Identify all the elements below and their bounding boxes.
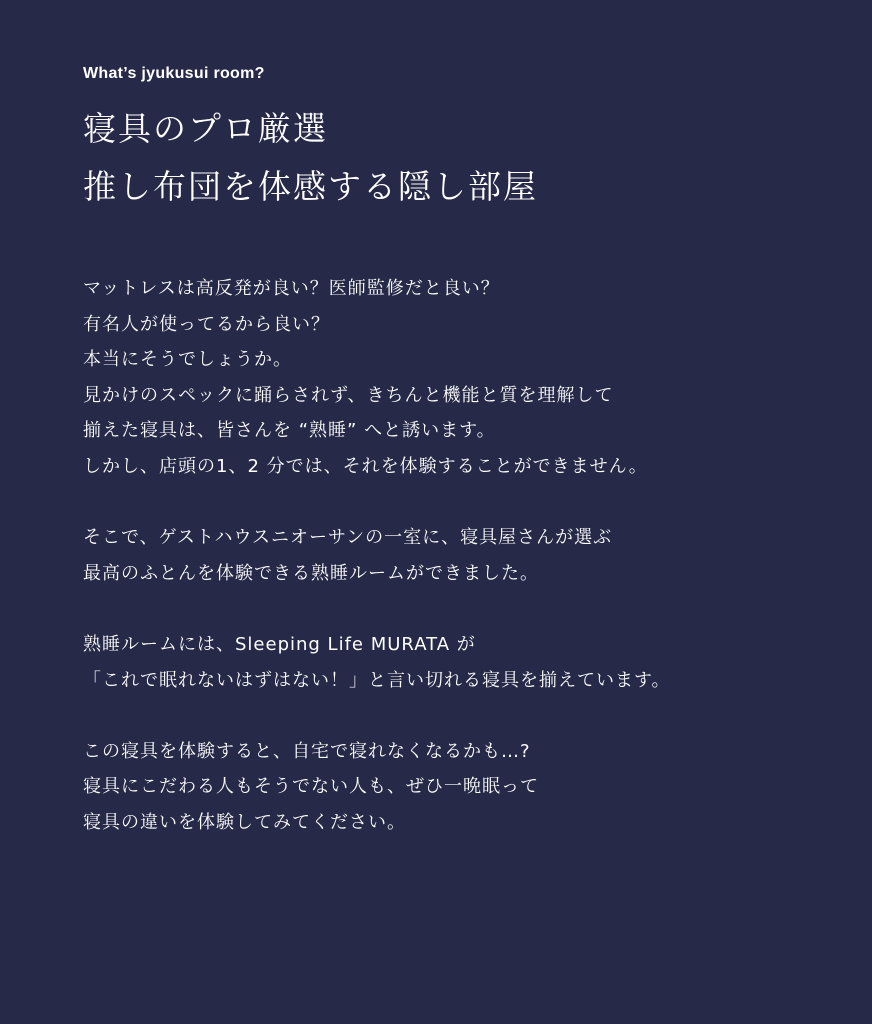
text-line: 見かけのスペックに踊らされず、きちんと機能と質を理解して — [83, 384, 614, 406]
title-line: 推し布団を体感する隠し部屋 — [83, 167, 538, 206]
paragraph — [83, 734, 843, 841]
page-title — [83, 100, 843, 216]
title-line: 寝具のプロ厳選 — [83, 109, 328, 148]
text-line: 本当にそうでしょうか。 — [83, 349, 292, 371]
text-line: マットレスは高反発が良い？医師監修だと良い？ — [83, 278, 500, 299]
paragraph — [83, 271, 843, 485]
intro-section — [83, 62, 843, 876]
text-line: 有名人が使ってるから良い？ — [83, 313, 330, 335]
text-line: そこで、ゲストハウスニオーサンの一室に、寝具屋さんが選ぶ — [83, 527, 613, 549]
text-line: 揃えた寝具は、皆さんを “熟睡” へと誘います。 — [83, 420, 496, 442]
paragraph — [83, 627, 843, 698]
text-line: 「これで眠れないはずはない！」と言い切れる寝具を揃えています。 — [83, 669, 671, 691]
text-line: しかし、店頭の1、2 分では、それを体験することができません。 — [83, 455, 648, 477]
text-line: 寝具の違いを体験してみてください。 — [83, 811, 406, 833]
paragraph — [83, 520, 843, 591]
body-text — [83, 271, 843, 841]
text-line: この寝具を体験すると、自宅で寝れなくなるかも…? — [83, 740, 531, 762]
section-eyebrow: What’s jyukusui room? — [83, 65, 265, 82]
text-line: 熟睡ルームには、Sleeping Life MURATA が — [83, 633, 476, 655]
text-line: 寝具にこだわる人もそうでない人も、ぜひ一晩眠って — [83, 776, 539, 798]
text-line: 最高のふとんを体験できる熟睡ルームができました。 — [83, 562, 539, 584]
